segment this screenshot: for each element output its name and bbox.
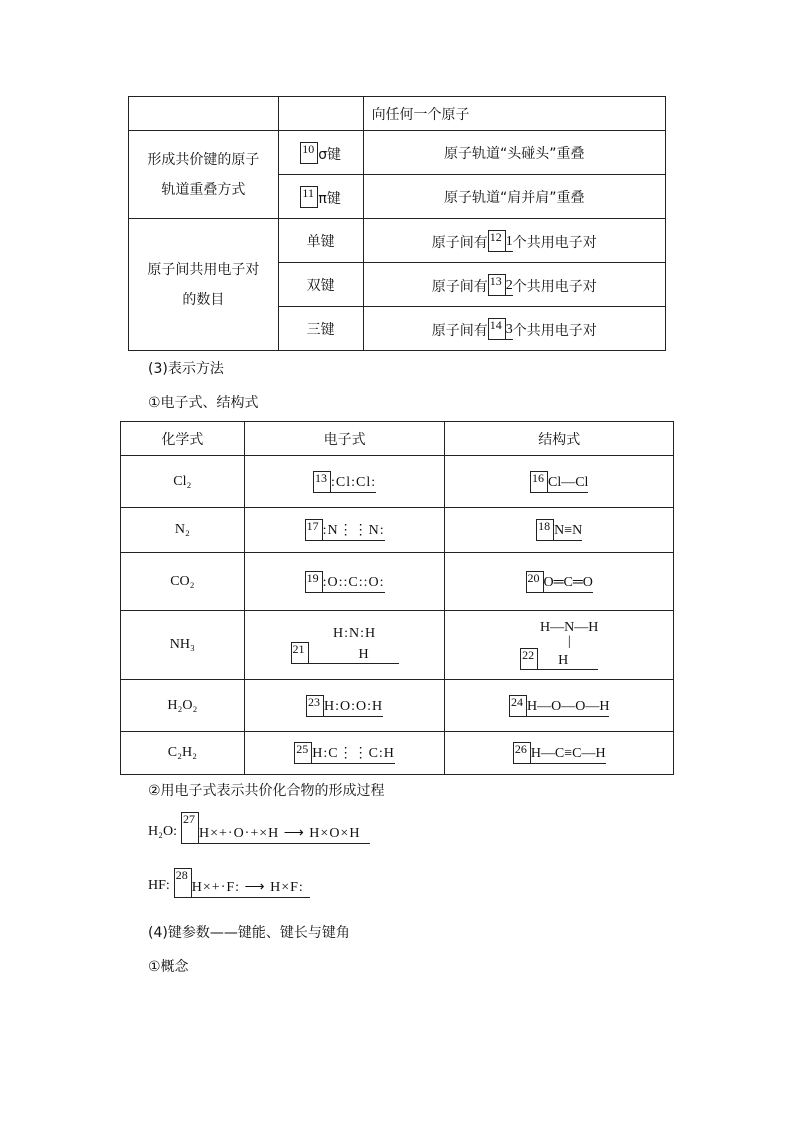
electron-formula: :O::C::O: bbox=[323, 575, 385, 593]
section-heading: (4)键参数——键能、键长与键角 bbox=[148, 925, 350, 941]
sigma-desc: 原子轨道“头碰头”重叠 bbox=[363, 131, 665, 175]
electron-formula: H:C⋮⋮C:H bbox=[312, 745, 395, 764]
electron-formula: H:O:O:H bbox=[324, 699, 383, 717]
chemical-formula: CO₂ bbox=[121, 553, 245, 611]
answer-number-box: 11 bbox=[300, 186, 318, 208]
electron-formula: :N⋮⋮N: bbox=[323, 522, 385, 541]
subsection-heading: ①概念 bbox=[148, 959, 189, 975]
desc-post: 个共用电子对 bbox=[512, 234, 597, 251]
label-line: 轨道重叠方式 bbox=[161, 181, 246, 198]
structural-formula: H—O—O—H bbox=[527, 699, 609, 717]
pi-bond-cell bbox=[278, 175, 363, 219]
electron-formula-top: H:N:H bbox=[333, 626, 377, 641]
answer-value: 3 bbox=[506, 322, 513, 340]
single-bond-label: 单键 bbox=[278, 219, 363, 263]
double-bond-desc bbox=[363, 263, 665, 307]
desc-pre: 原子间有 bbox=[431, 322, 488, 339]
subsection-heading: ①电子式、结构式 bbox=[148, 395, 259, 411]
structural-formula: N≡N bbox=[554, 523, 582, 541]
chemical-formula: H₂O₂ bbox=[121, 680, 245, 732]
structural-formula-mid: | bbox=[567, 634, 571, 649]
sigma-bond-cell bbox=[278, 131, 363, 175]
structural-formula: Cl—Cl bbox=[548, 475, 588, 493]
desc-pre: 原子间有 bbox=[431, 234, 488, 251]
triple-bond-label: 三键 bbox=[278, 307, 363, 351]
table-row bbox=[121, 732, 674, 775]
chemical-formula: Cl₂ bbox=[121, 456, 245, 508]
table-row bbox=[121, 553, 674, 611]
answer-number-box: 20 bbox=[526, 571, 544, 593]
desc-post: 个共用电子对 bbox=[512, 278, 597, 295]
structural-formula: O═C═O bbox=[544, 575, 593, 593]
table-row bbox=[121, 508, 674, 553]
chemical-formula: N₂ bbox=[121, 508, 245, 553]
h2o-label: H₂O: bbox=[148, 824, 177, 839]
structural-formula-bottom: H bbox=[538, 653, 598, 670]
bond-type-table bbox=[128, 96, 666, 351]
desc-post: 个共用电子对 bbox=[512, 322, 597, 339]
cell-empty bbox=[129, 97, 279, 131]
header-formula: 化学式 bbox=[121, 422, 245, 456]
desc-pre: 原子间有 bbox=[431, 278, 488, 295]
answer-number-box: 21 bbox=[291, 642, 309, 664]
answer-number-box: 28 bbox=[174, 868, 192, 898]
answer-number-box: 23 bbox=[306, 695, 324, 717]
table-row bbox=[121, 680, 674, 732]
formation-expression: H×+·F: ⟶ H×F: bbox=[192, 879, 310, 898]
hf-label: HF: bbox=[148, 878, 170, 893]
electron-formula: :Cl:Cl: bbox=[331, 475, 376, 493]
answer-number-box: 24 bbox=[509, 695, 527, 717]
pair-count-label bbox=[129, 219, 279, 351]
pi-bond-label: π键 bbox=[318, 190, 341, 207]
label-line: 原子间共用电子对 bbox=[147, 261, 260, 278]
triple-bond-desc bbox=[363, 307, 665, 351]
answer-number-box: 18 bbox=[536, 519, 554, 541]
hf-formation bbox=[148, 868, 310, 898]
pi-desc: 原子轨道“肩并肩”重叠 bbox=[363, 175, 665, 219]
answer-number-box: 13 bbox=[313, 471, 331, 493]
label-line: 的数目 bbox=[182, 291, 225, 308]
chemical-formula: NH₃ bbox=[121, 611, 245, 680]
table-row bbox=[121, 456, 674, 508]
h2o-formation bbox=[148, 812, 370, 844]
sigma-bond-label: σ键 bbox=[318, 146, 342, 163]
answer-number-box: 19 bbox=[305, 571, 323, 593]
single-bond-desc bbox=[363, 219, 665, 263]
answer-value: 2 bbox=[506, 278, 513, 296]
overlap-label bbox=[129, 131, 279, 219]
answer-number-box: 12 bbox=[488, 230, 506, 252]
cell-text: 向任何一个原子 bbox=[363, 97, 665, 131]
answer-number-box: 13 bbox=[488, 274, 506, 296]
table-row bbox=[121, 611, 674, 680]
answer-number-box: 25 bbox=[294, 742, 312, 764]
answer-number-box: 16 bbox=[530, 471, 548, 493]
answer-number-box: 14 bbox=[488, 318, 506, 340]
structural-formula-top: H—N—H bbox=[540, 620, 599, 635]
answer-value: 1 bbox=[506, 234, 513, 252]
answer-number-box: 10 bbox=[300, 142, 318, 164]
answer-number-box: 17 bbox=[305, 519, 323, 541]
header-structure: 结构式 bbox=[445, 422, 674, 456]
chemical-formula: C₂H₂ bbox=[121, 732, 245, 775]
electron-formula-bottom: H bbox=[309, 647, 399, 664]
answer-number-box: 27 bbox=[181, 812, 199, 844]
answer-number-box: 26 bbox=[513, 742, 531, 764]
formation-expression: H×+·O·+×H ⟶ H×O×H bbox=[199, 825, 370, 844]
section-heading: (3)表示方法 bbox=[148, 361, 224, 377]
formula-table bbox=[120, 421, 674, 775]
subsection-heading: ②用电子式表示共价化合物的形成过程 bbox=[148, 783, 385, 799]
double-bond-label: 双键 bbox=[278, 263, 363, 307]
answer-number-box: 22 bbox=[520, 648, 538, 670]
header-electron: 电子式 bbox=[244, 422, 445, 456]
label-line: 形成共价键的原子 bbox=[147, 151, 260, 168]
structural-formula: H—C≡C—H bbox=[531, 746, 606, 764]
cell-empty bbox=[278, 97, 363, 131]
